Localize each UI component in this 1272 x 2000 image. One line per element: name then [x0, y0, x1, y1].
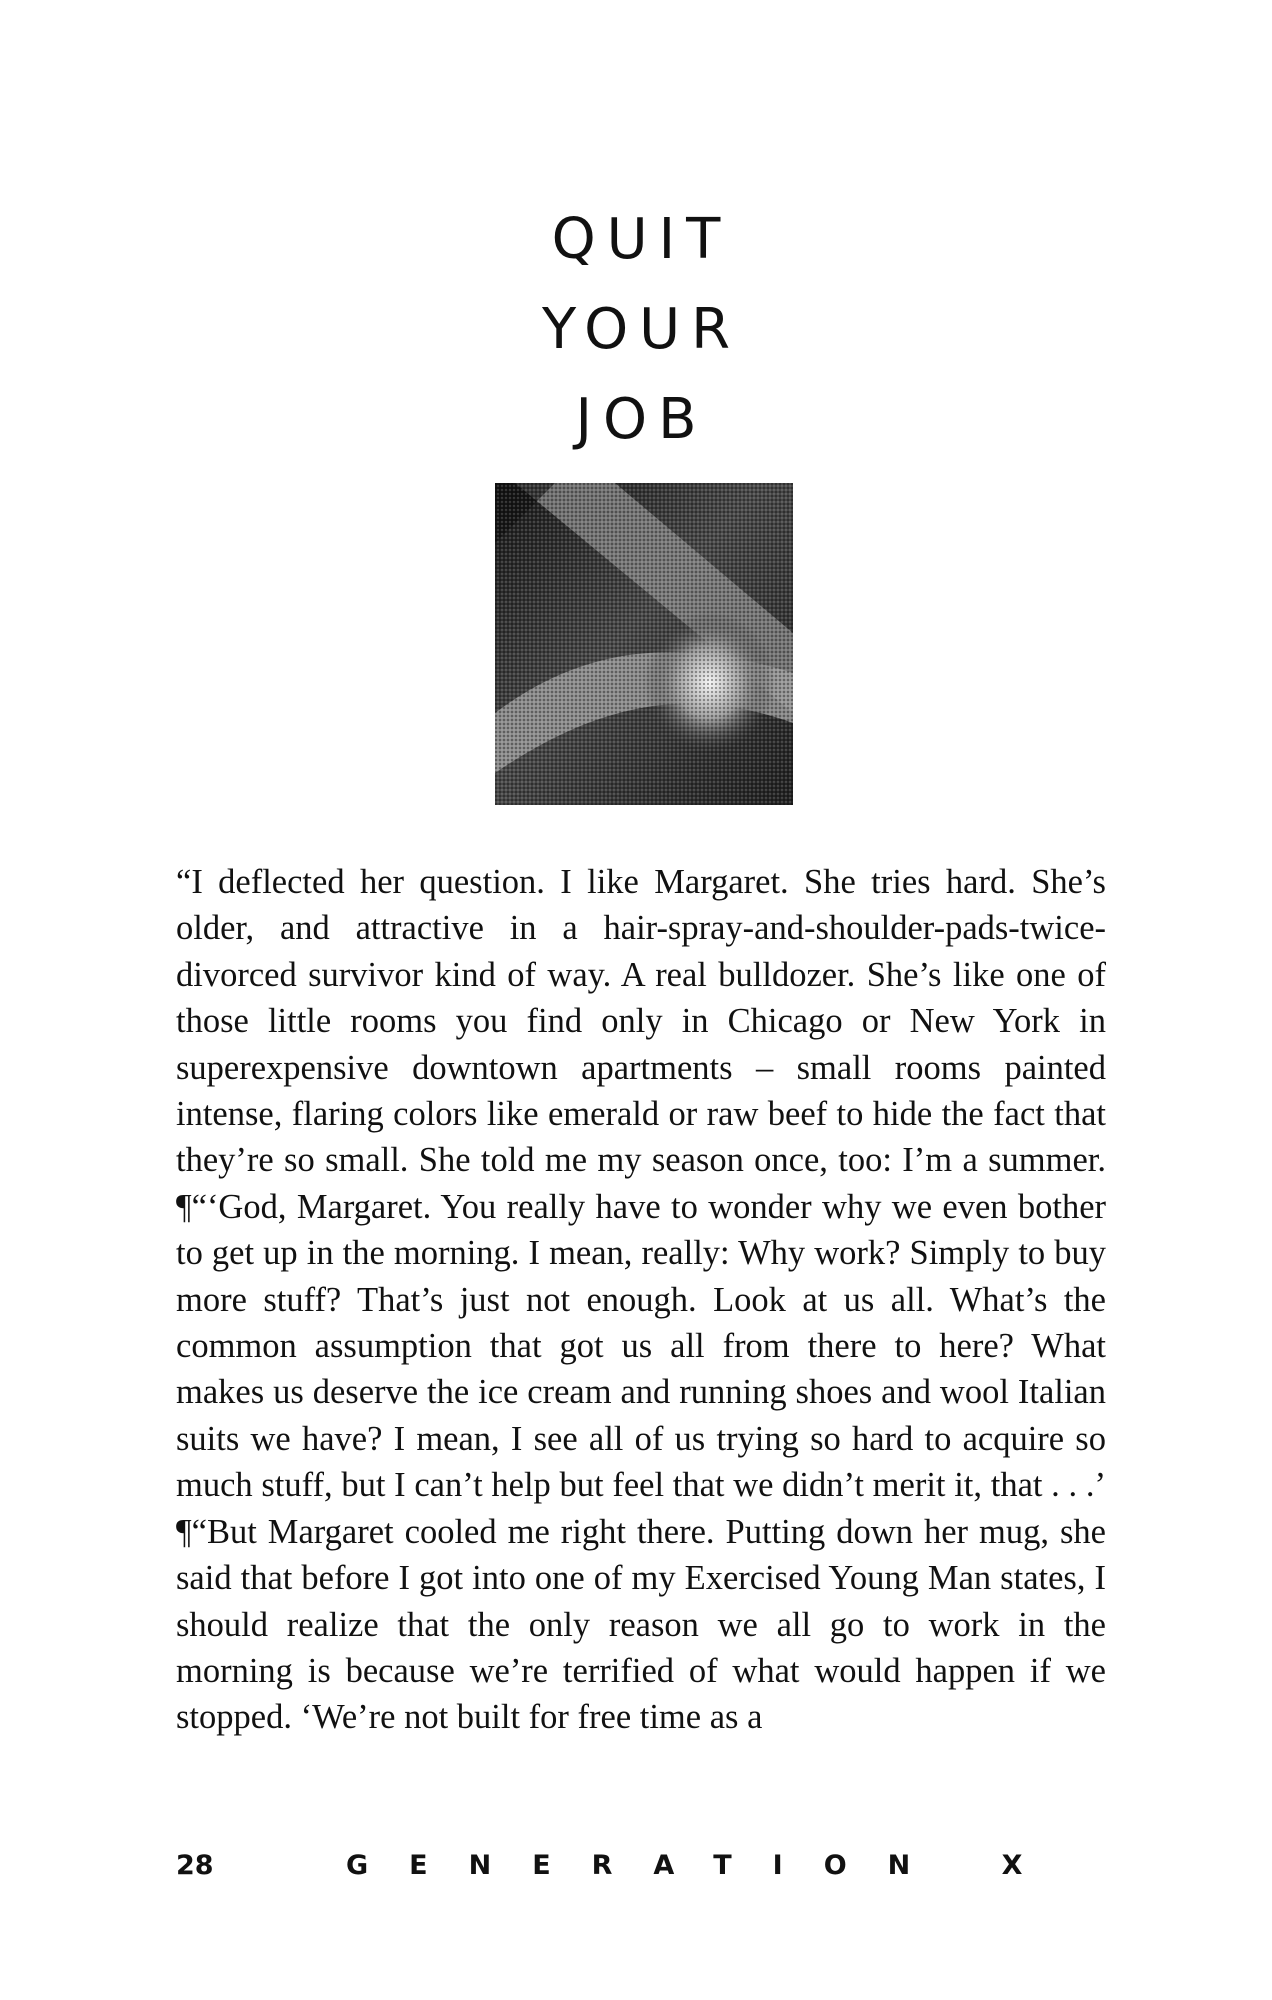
- running-head: GENERATION X: [346, 1850, 1064, 1881]
- body-text: [176, 859, 1106, 1741]
- chapter-title: [0, 195, 1272, 465]
- page-number: 28: [176, 1850, 214, 1881]
- chapter-title-line-2: YOUR: [541, 297, 742, 362]
- halftone-photo-graphic: [495, 483, 793, 805]
- chapter-title-line-3: JOB: [575, 387, 708, 452]
- body-paragraph: “I deflected her question. I like Margaret. She tries hard. She’s older, and attractive in a hair-spray-and-shoulder-pads-twice-divorced survivor kind of way. A real bulldozer. She’s like one of those little rooms you find only in Chicago or New York in superexpensive downtown apartments – small rooms painted intense, flaring colors like emerald or raw beef to hide the fact that they’re so small. She told me my season once, too: I’m a summer. ¶“‘God, Margaret. You really have to wonder why we even bother to get up in the morning. I mean, really: Why work? Simply to buy more stuff? That’s just not enough. Look at us all. What’s the common assumption that got us all from there to here? What makes us deserve the ice cream and running shoes and wool Italian suits we have? I mean, I see all of us trying so hard to acquire so much stuff, but I can’t help but feel that we didn’t merit it, that . . .’ ¶“But Margaret cooled me right there. Putting down her mug, she said that before I got into one of my Exercised Young Man states, I should realize that the only reason we all go to work in the morning is because we’re terrified of what would happen if we stopped. ‘We’re not built for free time as a: [176, 863, 1106, 1737]
- halftone-photo-icon: [495, 483, 793, 805]
- chapter-title-line-1: QUIT: [551, 207, 732, 272]
